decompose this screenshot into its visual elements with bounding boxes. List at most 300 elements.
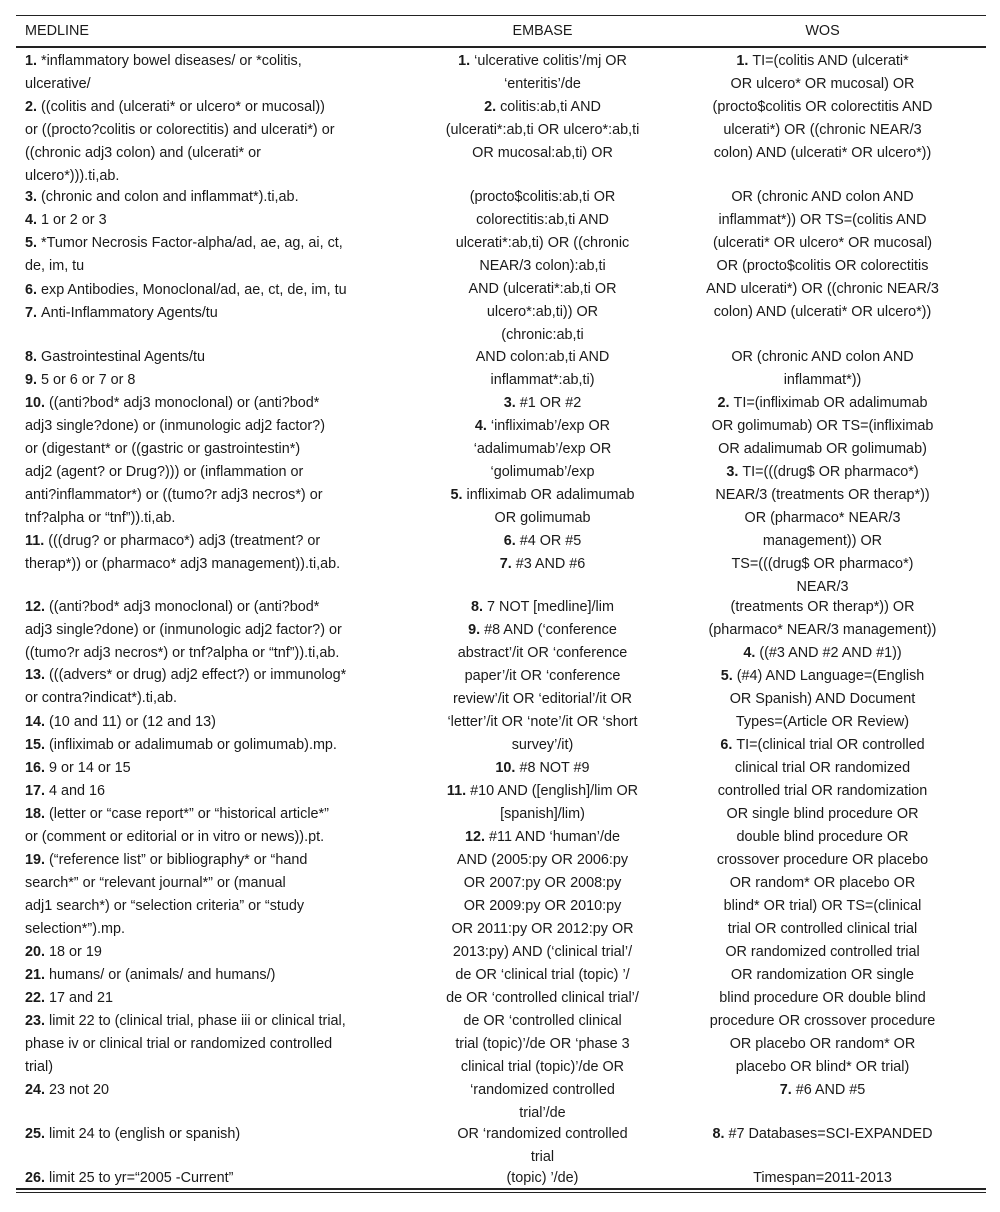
- embase-entry-text: de OR ‘controlled clinical trial’/: [446, 990, 639, 1006]
- embase-entry-text: review’/it OR ‘editorial’/it OR: [452, 691, 633, 707]
- bottom-rule-2: [16, 1192, 986, 1193]
- wos-entry-text: TI=(infliximab OR adalimumab: [733, 395, 928, 411]
- medline-entry-number: 7.: [25, 305, 41, 321]
- medline-entry-text: therap*)) or (pharmaco* adj3 management)).ti,ab.: [25, 556, 341, 572]
- embase-entry-line: [400, 1010, 685, 1033]
- wos-entry-text: Types=(Article OR Review): [735, 714, 910, 730]
- medline-entry-number: 12.: [25, 599, 50, 615]
- medline-entry-line: [25, 941, 395, 964]
- wos-entry: [685, 186, 960, 324]
- wos-entry-line: [685, 507, 960, 530]
- medline-entry-text: or contra?indicat*).ti,ab.: [25, 690, 177, 706]
- embase-entry-text: (procto$colitis:ab,ti OR: [469, 189, 616, 205]
- wos-entry-line: [685, 119, 960, 142]
- wos-entry-number: 1.: [736, 53, 753, 69]
- medline-entry: [25, 392, 395, 530]
- medline-entry-text: anti?inflammator*) or ((tumo?r adj3 necros*) or: [25, 487, 323, 503]
- wos-entry-text: NEAR/3: [796, 579, 849, 595]
- medline-entry-line: [25, 687, 395, 710]
- wos-entry-number: 3.: [726, 464, 743, 480]
- medline-entry: [25, 987, 395, 1010]
- embase-entry-text: ‘randomized controlled: [470, 1082, 615, 1098]
- embase-entry-line: [400, 50, 685, 73]
- medline-entry-number: 23.: [25, 1013, 50, 1029]
- wos-entry-line: [685, 1167, 960, 1190]
- embase-entry-line: [400, 553, 685, 576]
- medline-entry-number: 22.: [25, 990, 50, 1006]
- embase-entry-line: [400, 96, 685, 119]
- embase-entry-line: [400, 301, 685, 324]
- embase-entry-text: ‘letter’/it OR ‘note’/it OR ‘short: [447, 714, 638, 730]
- medline-entry-line: [25, 1010, 395, 1033]
- embase-entry-text: ‘adalimumab’/exp OR: [473, 441, 612, 457]
- wos-entry-text: colon) AND (ulcerati* OR ulcero*)): [713, 145, 932, 161]
- embase-entry-line: [400, 1123, 685, 1146]
- embase-entry-line: [400, 711, 685, 734]
- embase-entry-text: #8 NOT #9: [519, 760, 590, 776]
- embase-entry: [400, 596, 685, 619]
- embase-entry-line: [400, 872, 685, 895]
- header-wos: WOS: [805, 23, 840, 39]
- wos-entry-text: inflammat*)) OR TS=(colitis AND: [718, 212, 927, 228]
- medline-entry: [25, 1123, 395, 1146]
- embase-entry: [400, 392, 685, 415]
- medline-entry-text: limit 25 to yr=“2005 -Current”: [49, 1170, 234, 1186]
- embase-entry-text: AND colon:ab,ti AND: [475, 349, 610, 365]
- medline-entry-number: 6.: [25, 282, 41, 298]
- embase-entry-line: [400, 941, 685, 964]
- medline-entry-text: tnf?alpha or “tnf”)).ti,ab.: [25, 510, 176, 526]
- medline-entry-line: [25, 964, 395, 987]
- wos-entry-text: blind procedure OR double blind: [719, 990, 926, 1006]
- embase-entry-text: de OR ‘clinical trial (topic) ’/: [455, 967, 630, 983]
- wos-entry-text: TI=(((drug$ OR pharmaco*): [742, 464, 919, 480]
- medline-entry: [25, 369, 395, 392]
- embase-entry-number: 9.: [468, 622, 485, 638]
- medline-entry-text: or (digestant* or ((gastric or gastrointestin*): [25, 441, 301, 457]
- medline-entry-text: *Tumor Necrosis Factor-alpha/ad, ae, ag, ai, ct,: [41, 235, 343, 251]
- embase-entry-line: [400, 1033, 685, 1056]
- medline-entry-line: [25, 849, 395, 872]
- medline-entry-text: *inflammatory bowel diseases/ or *colitis,: [41, 53, 302, 69]
- wos-entry-line: [685, 232, 960, 255]
- wos-entry-text: NEAR/3 (treatments OR therap*)): [715, 487, 930, 503]
- medline-entry-line: [25, 50, 395, 73]
- wos-entry-text: OR Spanish) AND Document: [729, 691, 916, 707]
- embase-entry: [400, 186, 685, 347]
- medline-entry: [25, 711, 395, 734]
- embase-entry: [400, 1167, 685, 1190]
- wos-entry: [685, 1167, 960, 1190]
- embase-entry-line: [400, 780, 685, 803]
- wos-entry-line: [685, 872, 960, 895]
- medline-entry-line: [25, 142, 395, 165]
- embase-entry: [400, 50, 685, 96]
- embase-entry-line: [400, 1056, 685, 1079]
- medline-entry-line: [25, 232, 395, 255]
- embase-entry-text: #11 AND ‘human’/de: [489, 829, 620, 845]
- medline-entry: [25, 96, 395, 188]
- medline-entry-number: 20.: [25, 944, 50, 960]
- wos-entry-text: TS=(((drug$ OR pharmaco*): [731, 556, 914, 572]
- medline-entry-number: 8.: [25, 349, 41, 365]
- medline-entry-line: [25, 596, 395, 619]
- embase-entry-line: [400, 642, 685, 665]
- wos-entry-line: [685, 918, 960, 941]
- wos-entry: [685, 734, 960, 1079]
- wos-entry-text: (treatments OR therap*)) OR: [730, 599, 915, 615]
- wos-entry-line: [685, 278, 960, 301]
- medline-entry: [25, 734, 395, 757]
- medline-entry-text: (((advers* or drug) adj2 effect?) or immunolog*: [49, 667, 347, 683]
- medline-entry: [25, 849, 395, 941]
- wos-entry: [685, 50, 960, 165]
- medline-entry: [25, 302, 395, 325]
- embase-entry-line: [400, 1079, 685, 1102]
- wos-entry-text: #7 Databases=SCI-EXPANDED: [728, 1126, 933, 1142]
- medline-entry-line: [25, 507, 395, 530]
- wos-entry-text: crossover procedure OR placebo: [716, 852, 929, 868]
- wos-entry: [685, 1079, 960, 1102]
- wos-entry-line: [685, 642, 960, 665]
- embase-entry-line: [400, 1146, 685, 1169]
- medline-entry-line: [25, 346, 395, 369]
- wos-entry-text: (pharmaco* NEAR/3 management)): [708, 622, 937, 638]
- medline-entry-number: 25.: [25, 1126, 50, 1142]
- medline-entry-text: ulcerative/: [25, 76, 91, 92]
- wos-entry-line: [685, 73, 960, 96]
- medline-entry-text: (“reference list” or bibliography* or “hand: [49, 852, 308, 868]
- wos-entry-text: OR single blind procedure OR: [726, 806, 919, 822]
- medline-entry-text: 1 or 2 or 3: [41, 212, 107, 228]
- embase-entry-text: 2013:py) AND (‘clinical trial’/: [452, 944, 633, 960]
- medline-entry-line: [25, 530, 395, 553]
- wos-entry-line: [685, 780, 960, 803]
- medline-entry-number: 9.: [25, 372, 41, 388]
- wos-entry-text: OR random* OR placebo OR: [729, 875, 916, 891]
- wos-entry-text: placebo OR blind* OR trial): [735, 1059, 910, 1075]
- medline-entry-line: [25, 1033, 395, 1056]
- medline-entry-number: 5.: [25, 235, 41, 251]
- wos-entry-line: [685, 1123, 960, 1146]
- medline-entry-text: 9 or 14 or 15: [49, 760, 131, 776]
- medline-entry-line: [25, 165, 395, 188]
- wos-entry-line: [685, 438, 960, 461]
- medline-entry-line: [25, 438, 395, 461]
- medline-entry-text: (10 and 11) or (12 and 13): [49, 714, 216, 730]
- wos-entry-line: [685, 1056, 960, 1079]
- wos-entry-number: 5.: [720, 668, 737, 684]
- wos-entry-line: [685, 461, 960, 484]
- medline-entry-number: 19.: [25, 852, 50, 868]
- medline-entry: [25, 1010, 395, 1079]
- embase-entry-number: 3.: [503, 395, 520, 411]
- embase-entry-text: survey’/it): [511, 737, 574, 753]
- wos-entry-text: OR randomized controlled trial: [725, 944, 920, 960]
- medline-entry-line: [25, 780, 395, 803]
- header-medline: MEDLINE: [25, 23, 89, 39]
- medline-entry: [25, 209, 395, 232]
- embase-entry-line: [400, 849, 685, 872]
- wos-entry-text: OR (chronic AND colon AND: [731, 189, 914, 205]
- wos-entry-number: 8.: [712, 1126, 729, 1142]
- embase-entry-line: [400, 895, 685, 918]
- wos-entry-text: AND ulcerati*) OR ((chronic NEAR/3: [706, 281, 939, 297]
- medline-entry-number: 2.: [25, 99, 41, 115]
- embase-entry-text: infliximab OR adalimumab: [466, 487, 635, 503]
- embase-entry-text: ulcerati*:ab,ti) OR ((chronic: [455, 235, 630, 251]
- medline-entry-number: 24.: [25, 1082, 50, 1098]
- medline-entry-text: (chronic and colon and inflammat*).ti,ab.: [41, 189, 299, 205]
- embase-entry-text: OR mucosal:ab,ti) OR: [472, 145, 613, 161]
- wos-entry: [685, 461, 960, 599]
- wos-entry-line: [685, 1079, 960, 1102]
- embase-entry: [400, 757, 685, 780]
- embase-entry-line: [400, 803, 685, 826]
- wos-entry-text: TI=(colitis AND (ulcerati*: [752, 53, 909, 69]
- embase-entry-text: ‘ulcerative colitis’/mj OR: [474, 53, 627, 69]
- medline-entry-number: 14.: [25, 714, 50, 730]
- wos-entry-text: OR (chronic AND colon AND: [731, 349, 914, 365]
- medline-entry: [25, 186, 395, 209]
- embase-entry-text: #1 OR #2: [519, 395, 582, 411]
- medline-entry-text: adj1 search*) or “selection criteria” or “study: [25, 898, 305, 914]
- medline-entry-text: 18 or 19: [49, 944, 102, 960]
- wos-entry-line: [685, 209, 960, 232]
- wos-entry-line: [685, 96, 960, 119]
- embase-entry: [400, 1123, 685, 1169]
- embase-entry-line: [400, 918, 685, 941]
- embase-entry-number: 6.: [503, 533, 520, 549]
- medline-entry: [25, 1079, 395, 1102]
- embase-entry-line: [400, 438, 685, 461]
- medline-entry-number: 15.: [25, 737, 50, 753]
- wos-entry: [685, 642, 960, 665]
- top-rule: [16, 15, 986, 16]
- embase-entry-text: #3 AND #6: [515, 556, 586, 572]
- wos-entry-line: [685, 1033, 960, 1056]
- embase-entry: [400, 415, 685, 484]
- wos-entry-text: Timespan=2011-2013: [753, 1170, 892, 1186]
- embase-entry-line: [400, 665, 685, 688]
- medline-entry: [25, 757, 395, 780]
- embase-entry-line: [400, 73, 685, 96]
- wos-entry-line: [685, 757, 960, 780]
- wos-entry-line: [685, 711, 960, 734]
- embase-entry-line: [400, 484, 685, 507]
- wos-entry-line: [685, 369, 960, 392]
- embase-entry-number: 8.: [471, 599, 488, 615]
- wos-entry-text: clinical trial OR randomized: [734, 760, 911, 776]
- medline-entry-line: [25, 415, 395, 438]
- wos-entry-line: [685, 484, 960, 507]
- embase-entry: [400, 96, 685, 165]
- wos-entry-line: [685, 941, 960, 964]
- medline-entry-text: or ((procto?colitis or colorectitis) and ulcerati*) or: [25, 122, 335, 138]
- medline-entry-text: (infliximab or adalimumab or golimumab).mp.: [49, 737, 337, 753]
- embase-entry-number: 5.: [450, 487, 467, 503]
- medline-entry-line: [25, 803, 395, 826]
- wos-entry-text: TI=(clinical trial OR controlled: [736, 737, 925, 753]
- wos-entry-line: [685, 50, 960, 73]
- wos-entry-text: (#4) AND Language=(English: [736, 668, 925, 684]
- embase-entry-text: AND (ulcerati*:ab,ti OR: [468, 281, 617, 297]
- medline-entry-text: trial): [25, 1059, 53, 1075]
- medline-entry-line: [25, 872, 395, 895]
- embase-entry-line: [400, 688, 685, 711]
- medline-entry-text: ((tumo?r adj3 necros*) or tnf?alpha or “tnf”)).ti,ab.: [25, 645, 340, 661]
- wos-entry: [685, 1123, 960, 1146]
- wos-entry: [685, 346, 960, 392]
- medline-entry-line: [25, 553, 395, 576]
- embase-entry-text: abstract’/it OR ‘conference: [457, 645, 628, 661]
- medline-entry-text: or (comment or editorial or in vitro or news)).pt.: [25, 829, 325, 845]
- medline-entry: [25, 279, 395, 302]
- medline-entry-line: [25, 209, 395, 232]
- medline-entry-line: [25, 1079, 395, 1102]
- medline-entry: [25, 964, 395, 987]
- medline-entry-line: [25, 619, 395, 642]
- medline-entry-line: [25, 484, 395, 507]
- embase-entry-line: [400, 734, 685, 757]
- embase-entry-text: (ulcerati*:ab,ti OR ulcero*:ab,ti: [445, 122, 640, 138]
- medline-entry-number: 18.: [25, 806, 50, 822]
- embase-entry-line: [400, 619, 685, 642]
- embase-entry-text: paper’/it OR ‘conference: [464, 668, 621, 684]
- embase-entry-text: OR ‘randomized controlled: [457, 1126, 628, 1142]
- embase-entry-number: 2.: [484, 99, 501, 115]
- embase-entry-text: ‘infliximab’/exp OR: [490, 418, 611, 434]
- wos-entry-line: [685, 849, 960, 872]
- wos-entry-line: [685, 392, 960, 415]
- medline-entry-line: [25, 734, 395, 757]
- wos-entry-text: blind* OR trial) OR TS=(clinical: [723, 898, 922, 914]
- embase-entry-number: 10.: [495, 760, 520, 776]
- embase-entry-line: [400, 757, 685, 780]
- medline-entry-line: [25, 918, 395, 941]
- medline-entry: [25, 803, 395, 849]
- wos-entry-text: OR adalimumab OR golimumab): [718, 441, 927, 457]
- wos-entry-line: [685, 142, 960, 165]
- wos-entry-line: [685, 186, 960, 209]
- embase-entry-number: 11.: [446, 783, 471, 799]
- medline-entry-line: [25, 711, 395, 734]
- embase-entry-text: OR golimumab: [494, 510, 591, 526]
- wos-entry-text: double blind procedure OR: [736, 829, 909, 845]
- wos-entry-line: [685, 987, 960, 1010]
- medline-entry-line: [25, 369, 395, 392]
- medline-entry-line: [25, 255, 395, 278]
- medline-entry-line: [25, 642, 395, 665]
- medline-entry-line: [25, 302, 395, 325]
- medline-entry-line: [25, 119, 395, 142]
- medline-entry-number: 1.: [25, 53, 41, 69]
- medline-entry: [25, 941, 395, 964]
- wos-entry-text: trial OR controlled clinical trial: [727, 921, 918, 937]
- medline-entry-line: [25, 186, 395, 209]
- embase-entry-line: [400, 209, 685, 232]
- medline-entry-number: 21.: [25, 967, 50, 983]
- medline-entry-text: exp Antibodies, Monoclonal/ad, ae, ct, de, im, tu: [41, 282, 347, 298]
- wos-entry-text: ((#3 AND #2 AND #1)): [759, 645, 902, 661]
- embase-entry: [400, 530, 685, 553]
- wos-entry-text: OR ulcero* OR mucosal) OR: [730, 76, 915, 92]
- embase-entry-text: #8 AND (‘conference: [484, 622, 617, 638]
- medline-entry-number: 13.: [25, 667, 50, 683]
- medline-entry-text: ((anti?bod* adj3 monoclonal) or (anti?bod*: [49, 395, 320, 411]
- medline-entry: [25, 50, 395, 96]
- embase-entry-line: [400, 346, 685, 369]
- embase-entry-line: [400, 596, 685, 619]
- wos-entry-text: ulcerati*) OR ((chronic NEAR/3: [723, 122, 922, 138]
- medline-entry-text: ((anti?bod* adj3 monoclonal) or (anti?bod*: [49, 599, 320, 615]
- embase-entry-line: [400, 369, 685, 392]
- medline-entry-line: [25, 392, 395, 415]
- embase-entry-text: OR 2011:py OR 2012:py OR: [451, 921, 634, 937]
- embase-entry-line: [400, 186, 685, 209]
- embase-entry-number: 7.: [499, 556, 516, 572]
- wos-entry-number: 2.: [717, 395, 734, 411]
- medline-entry-number: 17.: [25, 783, 50, 799]
- wos-entry-number: 7.: [779, 1082, 796, 1098]
- wos-entry-text: procedure OR crossover procedure: [709, 1013, 936, 1029]
- wos-entry-line: [685, 964, 960, 987]
- embase-entry-text: clinical trial (topic)’/de OR: [460, 1059, 625, 1075]
- embase-entry-text: 7 NOT [medline]/lim: [487, 599, 614, 615]
- header-embase: EMBASE: [512, 23, 573, 39]
- embase-entry-line: [400, 987, 685, 1010]
- embase-entry-line: [400, 142, 685, 165]
- medline-entry-text: 17 and 21: [49, 990, 114, 1006]
- medline-entry-number: 16.: [25, 760, 50, 776]
- medline-entry: [25, 232, 395, 278]
- medline-entry-text: 4 and 16: [49, 783, 106, 799]
- medline-entry-line: [25, 1123, 395, 1146]
- embase-entry-line: [400, 461, 685, 484]
- wos-entry-line: [685, 734, 960, 757]
- medline-entry-text: (((drug? or pharmaco*) adj3 (treatment? or: [48, 533, 321, 549]
- embase-entry-line: [400, 278, 685, 301]
- medline-entry-text: phase iv or clinical trial or randomized controlled: [25, 1036, 333, 1052]
- embase-entry-text: #4 OR #5: [519, 533, 582, 549]
- medline-entry-line: [25, 826, 395, 849]
- embase-entry-text: ulcero*:ab,ti)) OR: [486, 304, 599, 320]
- embase-entry-text: [spanish]/lim): [500, 806, 585, 822]
- medline-entry: [25, 1167, 395, 1190]
- wos-entry: [685, 596, 960, 642]
- header-rule: [16, 46, 986, 48]
- wos-entry-text: inflammat*)): [783, 372, 862, 388]
- embase-entry-text: trial (topic)’/de OR ‘phase 3: [455, 1036, 630, 1052]
- wos-entry-line: [685, 255, 960, 278]
- embase-entry-line: [400, 232, 685, 255]
- medline-entry-line: [25, 279, 395, 302]
- embase-entry-text: colorectitis:ab,ti AND: [476, 212, 609, 228]
- embase-entry-line: [400, 507, 685, 530]
- medline-entry-text: limit 22 to (clinical trial, phase iii or clinical trial,: [49, 1013, 346, 1029]
- embase-entry-line: [400, 826, 685, 849]
- medline-entry-number: 10.: [25, 395, 50, 411]
- wos-entry-number: 6.: [720, 737, 737, 753]
- wos-entry-line: [685, 895, 960, 918]
- embase-entry-text: OR 2007:py OR 2008:py: [463, 875, 622, 891]
- embase-entry-line: [400, 324, 685, 347]
- medline-entry-text: limit 24 to (english or spanish): [49, 1126, 241, 1142]
- wos-entry-number: 4.: [743, 645, 760, 661]
- medline-entry: [25, 346, 395, 369]
- wos-entry-text: controlled trial OR randomization: [717, 783, 928, 799]
- medline-entry-line: [25, 1167, 395, 1190]
